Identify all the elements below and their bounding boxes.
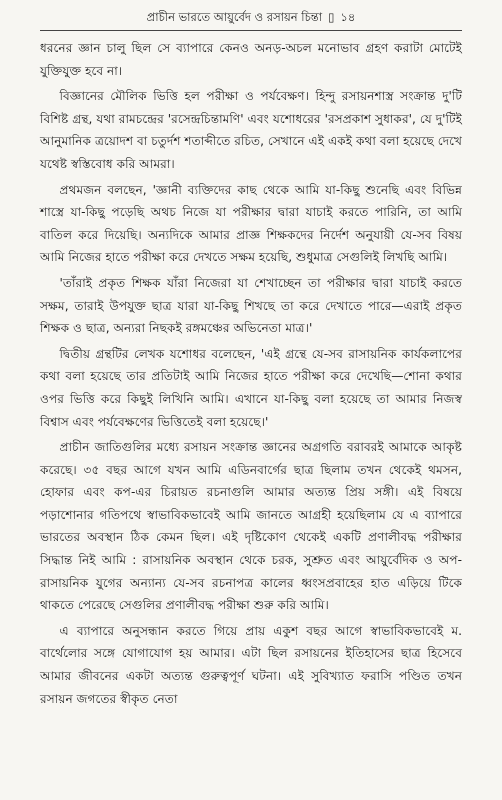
body-text [40,37,462,710]
header-separator: ▯ [328,10,335,24]
paragraph-quote: 'তাঁরাই প্রকৃত শিক্ষক যাঁরা নিজেরা যা শেখাচ্ছেন তা পরীক্ষার দ্বারা যাচাই করতে সক্ষম, তারাই উপযুক্ত ছাত্র যারা যা-কিছু শিখছে তা করে দেখাতে পারে—এরাই প্রকৃত শিক্ষক ও ছাত্র, অন্যরা নিছকই রঙ্গমঞ্চের অভিনেতা মাত্র।' [40,275,462,336]
paragraph: বিজ্ঞানের মৌলিক ভিত্তি হল পরীক্ষা ও পর্যবেক্ষণ। হিন্দু রসায়নশাস্ত্র সংক্রান্ত দু'টি বিশিষ্ট গ্রন্থ, যথা রামচন্দ্রের 'রসেন্দ্রচিন্তামণি' এবং যশোধরের 'রসপ্রকাশ সুধাকর', যে দু'টিই আনুমানিক ত্রয়োদশ বা চতুর্দশ শতাব্দীতে রচিত, সেখানে এই একই কথা বলা হয়েছে দেখে যথেষ্ট স্বস্তিবোধ করি আমরা। [40,89,462,171]
paragraph: এ ব্যাপারে অনুসন্ধান করতে গিয়ে প্রায় একুশ বছর আগে স্বাভাবিকভাবেই ম. বার্থেলোর সঙ্গে যোগাযোগ হয় আমার। এটা ছিল রসায়নের ইতিহাসের ছাত্র হিসেবে আমার জীবনের একটা অত্যন্ত গুরুত্বপূর্ণ ঘটনা। এই সুবিখ্যাত ফরাসি পণ্ডিত তখন রসায়ন জগতের স্বীকৃত নেতা [40,623,462,706]
paragraph: প্রথমজন বলছেন, 'জ্ঞানী ব্যক্তিদের কাছ থেকে আমি যা-কিছু শুনেছি এবং বিভিন্ন শাস্ত্রে যা-কিছু পড়েছি অথচ নিজে যা পরীক্ষার দ্বারা যাচাই করতে পারিনি, তা আমি বাতিল করে দিয়েছি। অন্যদিকে আমার প্রাজ্ঞ শিক্ষকদের নির্দেশ অনুযায়ী যে-সব বিষয় আমি নিজের হাতে পরীক্ষা করে দেখতে সক্ষম হয়েছি, শুধুমাত্র সেগুলিই লিখছি আমি। [40,182,462,265]
paragraph: দ্বিতীয় গ্রন্থটির লেখক যশোধর বলেছেন, 'এই গ্রন্থে যে-সব রাসায়নিক কার্যকলাপের কথা বলা হয়েছে তার প্রতিটাই আমি নিজের হাতে পরীক্ষা করে দেখেছি—শোনা কথার ওপর ভিত্তি করে কিছুই লিখিনি আমি। এখানে যা-কিছু বলা হয়েছে তা আমার নিজস্ব বিশ্বাস এবং পর্যবেক্ষণের ভিত্তিতেই বলা হয়েছে।' [40,346,462,429]
running-header [40,8,462,28]
page-number: ১৪ [340,10,356,24]
running-title: প্রাচীন ভারতে আয়ুর্বেদ ও রসায়ন চিন্তা [146,10,323,24]
paragraph: প্রাচীন জাতিগুলির মধ্যে রসায়ন সংক্রান্ত জ্ঞানের অগ্রগতি বরাবরই আমাকে আকৃষ্ট করেছে। ৩৫ বছর আগে যখন আমি এডিনবার্গের ছাত্র ছিলাম তখন থেকেই থমসন, হোফার এবং কপ-এর চিরায়ত রচনাগুলি আমার অত্যন্ত প্রিয় সঙ্গী। এই বিষয়ে পড়াশোনার গতিপথে স্বাভাবিকভাবেই আমি জানতে আগ্রহী হয়েছিলাম যে এ ব্যাপারে ভারতের অবস্থান ঠিক কেমন ছিল। এই দৃষ্টিকোণ থেকেই একটি প্রণালীবদ্ধ পরীক্ষার সিদ্ধান্ত নিই আমি : রাসায়নিক অবস্থান থেকে চরক, সুশ্রুত এবং আয়ুর্বেদিক ও অপ-রাসায়নিক যুগের অন্যান্য যে-সব রচনাপত্র কালের ধ্বংসপ্রবাহের হাত এড়িয়ে টিকে থাকতে পেরেছে সেগুলির প্রণালীবদ্ধ পরীক্ষা শুরু করি আমি। [40,440,462,613]
header-rule [40,30,462,31]
paragraph-continued: ধরনের জ্ঞান চালু ছিল সে ব্যাপারে কেনও অনড়-অচল মনোভাব গ্রহণ করাটা মোটেই যুক্তিযুক্ত হবে না। [40,41,462,78]
